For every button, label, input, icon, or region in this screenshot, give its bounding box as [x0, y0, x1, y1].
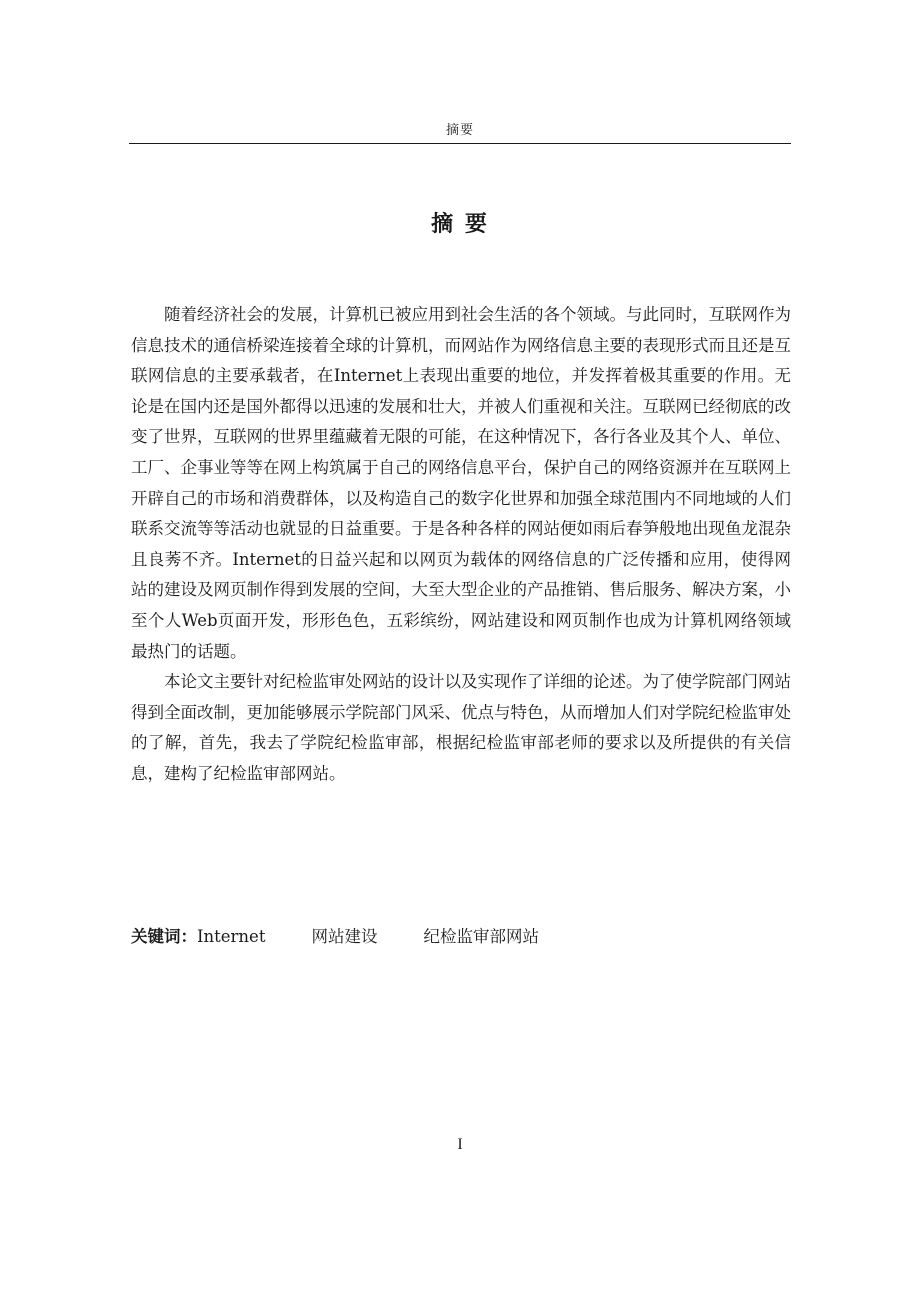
keyword-item: 纪检监审部网站 [423, 927, 539, 946]
keyword-item: 网站建设 [311, 927, 378, 946]
keyword-item: Internet [197, 927, 266, 946]
keywords-line [131, 922, 791, 952]
header-rule [129, 143, 791, 144]
keywords-label: 关键词： [131, 927, 197, 946]
abstract-body [131, 300, 791, 790]
abstract-paragraph-2: 本论文主要针对纪检监审处网站的设计以及实现作了详细的论述。为了使学院部门网站得到全面改制，更加能够展示学院部门风采、优点与特色，从而增加人们对学院纪检监审处的了解，首先，我去了学院纪检监审部，根据纪检监审部老师的要求以及所提供的有关信息，建构了纪检监审部网站。 [131, 672, 791, 783]
page-number: I [457, 1136, 463, 1153]
abstract-paragraph-1: 随着经济社会的发展，计算机已被应用到社会生活的各个领域。与此同时，互联网作为信息技术的通信桥梁连接着全球的计算机，而网站作为网络信息主要的表现形式而且还是互联网信息的主要承载者，在Internet上表现出重要的地位，并发挥着极其重要的作用。无论是在国内还是国外都得以迅速的发展和壮大，并被人们重视和关注。互联网已经彻底的改变了世界，互联网的世界里蕴藏着无限的可能，在这种情况下，各行各业及其个人、单位、工厂、企事业等等在网上构筑属于自己的网络信息平台，保护自己的网络资源并在互联网上开辟自己的市场和消费群体，以及构造自己的数字化世界和加强全球范围内不同地域的人们联系交流等等活动也就显的日益重要。于是各种各样的网站便如雨后春笋般地出现鱼龙混杂且良莠不齐。Internet的日益兴起和以网页为载体的网络信息的广泛传播和应用，使得网站的建设及网页制作得到发展的空间，大至大型企业的产品推销、售后服务、解决方案，小至个人Web页面开发，形形色色，五彩缤纷，网站建设和网页制作也成为计算机网络领域最热门的话题。 [131, 305, 791, 661]
page-title: 摘 要 [431, 212, 489, 237]
running-header: 摘要 [445, 123, 474, 138]
